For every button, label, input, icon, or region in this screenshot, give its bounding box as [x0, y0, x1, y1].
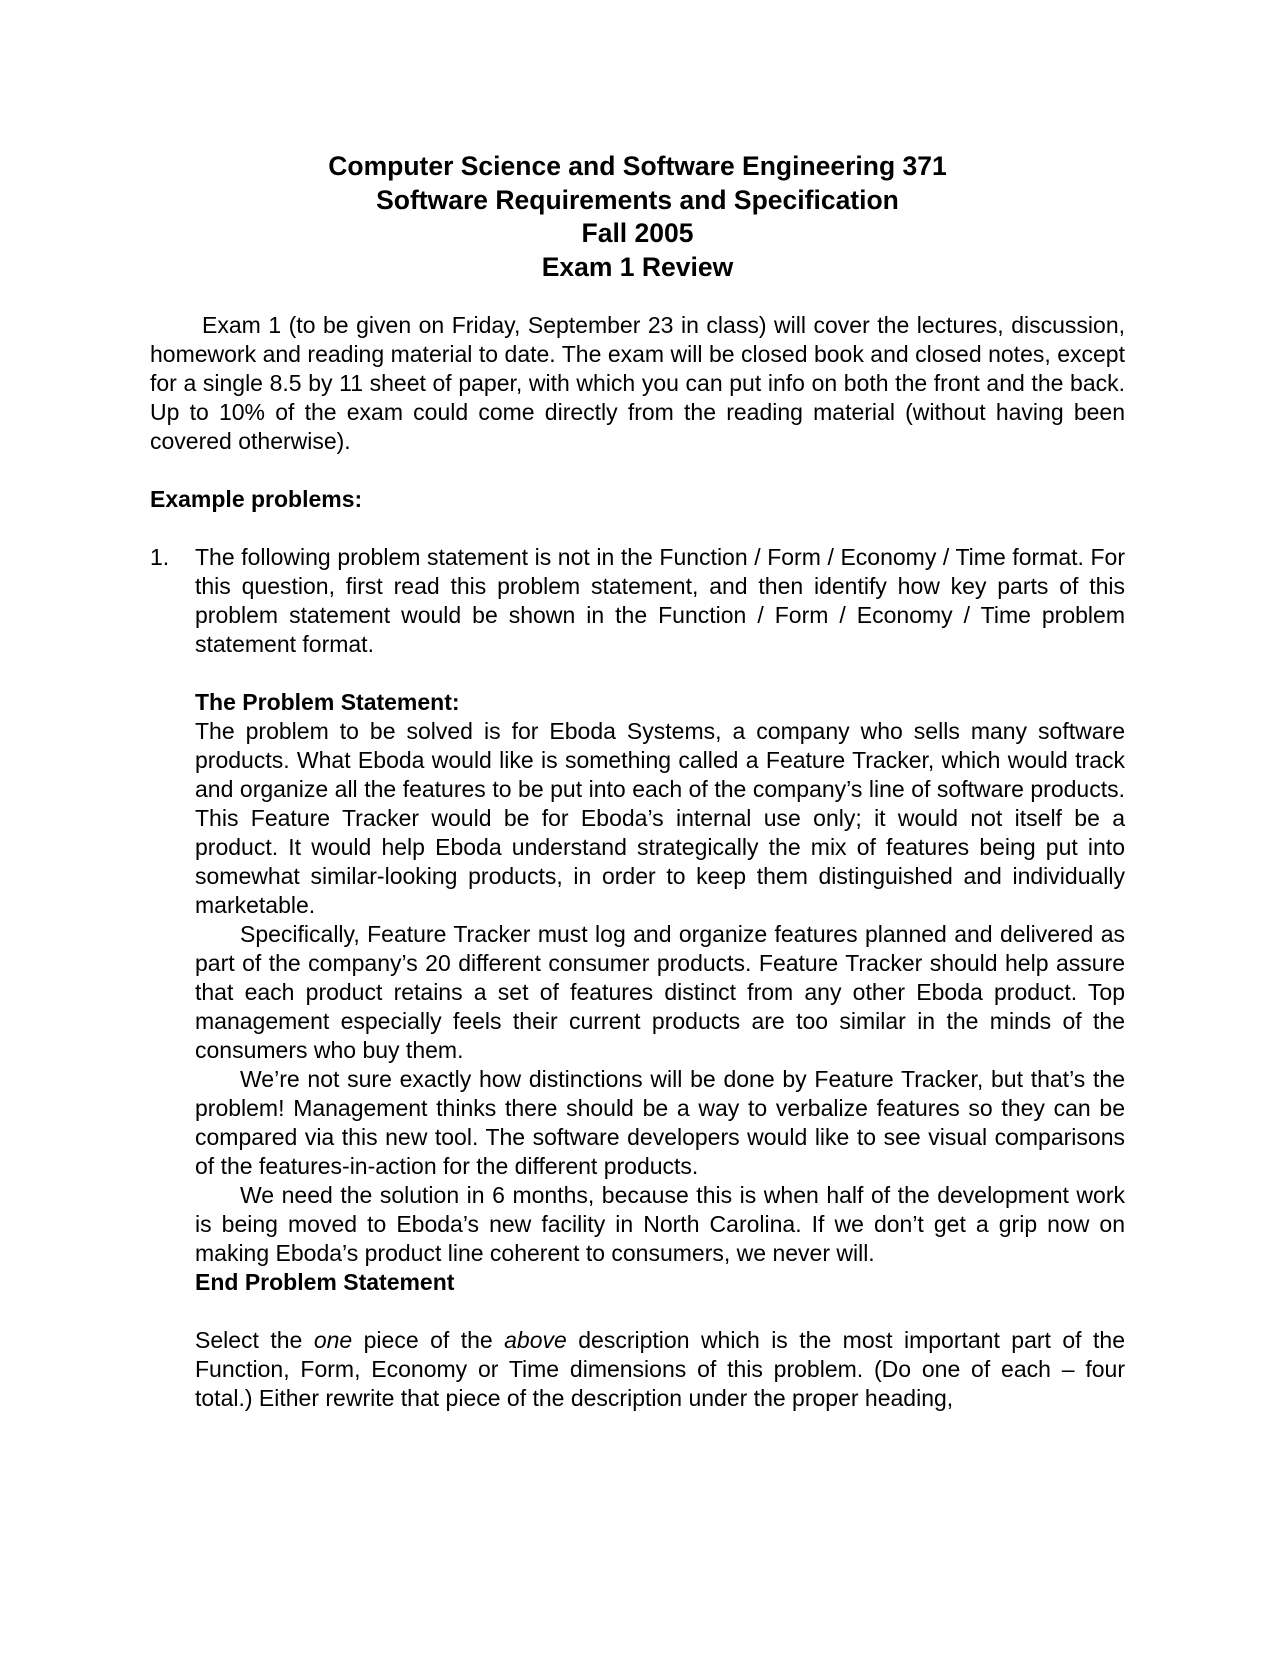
end-problem-statement: End Problem Statement	[195, 1269, 455, 1295]
problem-intro: The following problem statement is not in the Function / Form / Economy / Time format. For this question, first read this problem statement, and then identify how key parts of this problem statement would be shown in the Function / Form / Economy / Time problem statement format.	[195, 544, 1125, 657]
title-block	[150, 150, 1125, 284]
select-text-part: description which is the most important part of the Function, Form, Economy or Time dimensions of this problem. (Do one of each – four total.) Either rewrite that piece of the description under the proper heading,	[195, 1327, 1125, 1411]
problem-item	[150, 543, 1125, 1413]
problem-statement-paragraph: We’re not sure exactly how distinctions will be done by Feature Tracker, but that’s the problem! Management thinks there should be a way to verbalize features so they can be compared via this new tool. The software developers would like to see visual comparisons of the features-in-action for the different products.	[195, 1066, 1125, 1179]
problem-number: 1.	[150, 544, 170, 570]
term-title: Fall 2005	[581, 218, 694, 248]
select-instruction	[195, 1326, 1125, 1413]
problem-statement-heading: The Problem Statement:	[195, 689, 460, 715]
select-emphasis-one: one	[313, 1327, 353, 1353]
select-text-part: piece of the	[352, 1327, 505, 1353]
intro-paragraph: Exam 1 (to be given on Friday, September 23 in class) will cover the lectures, discussion, homework and reading material to date. The exam will be closed book and closed notes, except for a single 8.5 by 11 sheet of paper, with which you can put info on both the front and the back. Up to 10% of the exam could come directly from the reading material (without having been covered otherwise).	[150, 312, 1125, 454]
problem-statement-paragraph: We need the solution in 6 months, because this is when half of the development work is being moved to Eboda’s new facility in North Carolina. If we don’t get a grip now on making Eboda’s product line coherent to consumers, we never will.	[195, 1182, 1125, 1266]
select-emphasis-above: above	[504, 1327, 567, 1353]
course-title: Computer Science and Software Engineering 371	[328, 151, 947, 181]
problem-statement-paragraph: Specifically, Feature Tracker must log and organize features planned and delivered as part of the company’s 20 different consumer products. Feature Tracker should help assure that each product retains a set of features distinct from any other Eboda product. Top management especially feels their current products are too similar in the minds of the consumers who buy them.	[195, 921, 1125, 1063]
select-text-part: Select the	[195, 1327, 314, 1353]
problem-statement-paragraph: The problem to be solved is for Eboda Systems, a company who sells many software products. What Eboda would like is something called a Feature Tracker, which would track and organize all the features to be put into each of the company’s line of software products. This Feature Tracker would be for Eboda’s internal use only; it would not itself be a product. It would help Eboda understand strategically the mix of features being put into somewhat similar-looking products, in order to keep them distinguished and individually marketable.	[195, 718, 1125, 918]
document-page	[150, 150, 1125, 1413]
problem-list	[150, 543, 1125, 1413]
document-title: Exam 1 Review	[541, 251, 734, 282]
example-problems-heading: Example problems:	[150, 486, 363, 512]
subject-title: Software Requirements and Specification	[376, 184, 899, 215]
